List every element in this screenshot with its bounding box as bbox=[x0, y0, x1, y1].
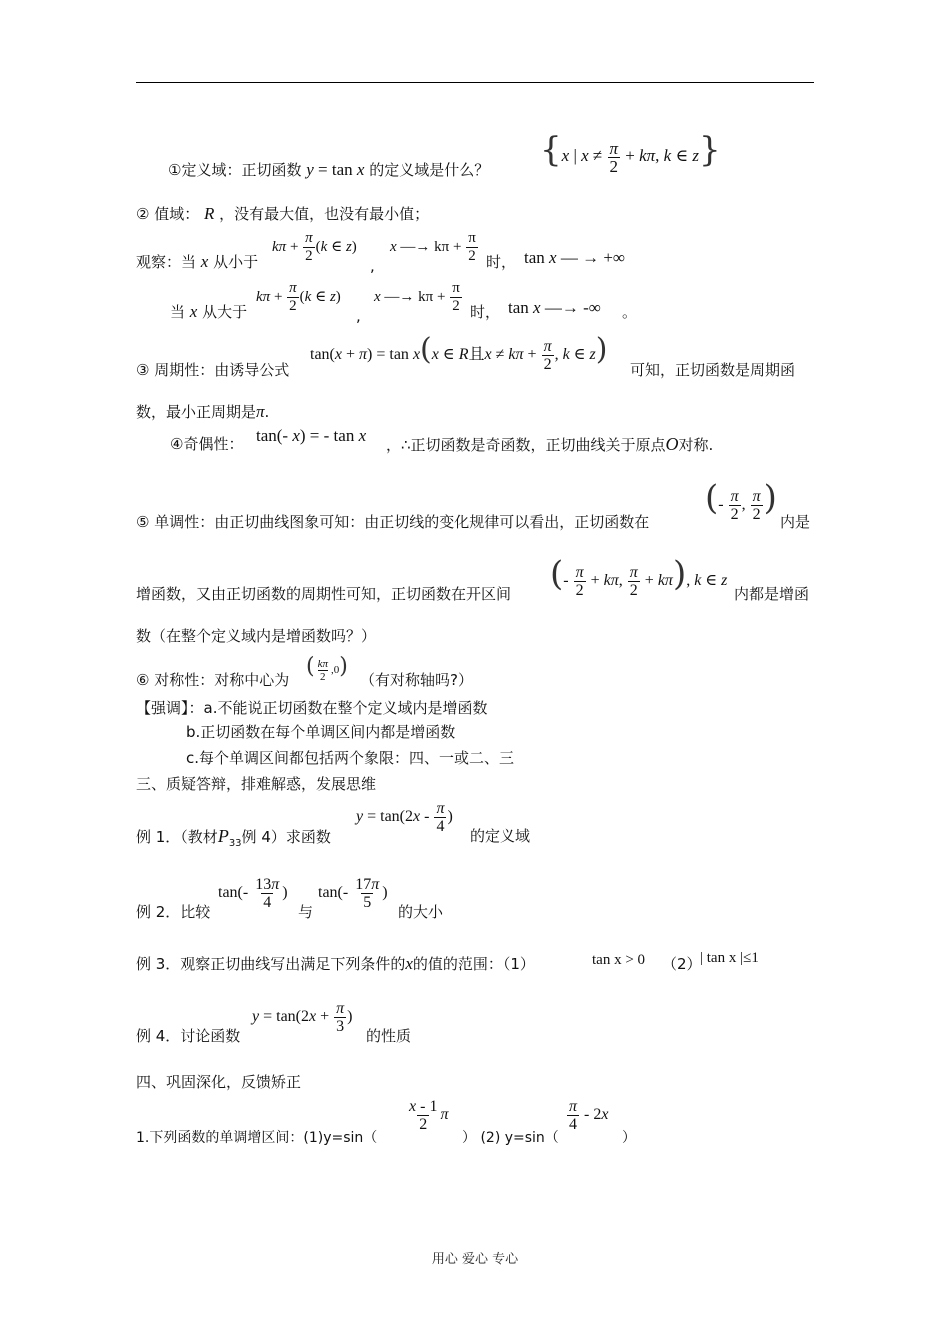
example-2-formula-b: tan(- $\frac{17\pi}{5}$ ) bbox=[318, 876, 388, 911]
period-line: ③ 周期性：由诱导公式 bbox=[136, 361, 290, 379]
mono-line-2: 增函数，又由正切函数的周期性可知，正切函数在开区间 bbox=[136, 585, 512, 603]
observe-result-1: tan x — → +∞ bbox=[524, 248, 626, 267]
observe-result-2: tan x —→ -∞ bbox=[508, 298, 601, 317]
observe-formula-1: kπ + $\frac{\pi}{2}$ (k ∈ z) bbox=[272, 230, 357, 264]
domain-set-formula: {x | x ≠ $\frac{\pi}{2}$ + kπ, k ∈ z} bbox=[540, 130, 721, 176]
mono-line-3: 数（在整个定义域内是增函数吗？） bbox=[136, 627, 377, 645]
range-line: ② 值域： R ，没有最大值，也没有最小值； bbox=[136, 204, 430, 223]
example-2-formula-a: tan(- $\frac{13\pi}{4}$ ) bbox=[218, 876, 288, 911]
observe-formula-2: kπ + $\frac{\pi}{2}$ (k ∈ z) bbox=[256, 280, 341, 314]
emphasis-b: b.正切函数在每个单调区间内都是增函数 bbox=[186, 723, 456, 741]
header-rule bbox=[136, 82, 814, 83]
observe-line-2: 当 x 从大于 bbox=[170, 302, 248, 321]
section-4-heading: 四、巩固深化，反馈矫正 bbox=[136, 1073, 302, 1091]
sym-center-formula: ( $\frac{k\pi}{2}$ ,0) bbox=[306, 654, 348, 683]
mono-interval-2: (- $\frac{\pi}{2}$ + kπ, $\frac{\pi}{2}$ + kπ), k ∈ z bbox=[550, 554, 728, 599]
observe-limit-1: x —→ kπ + $\frac{\pi}{2}$ bbox=[390, 230, 476, 264]
emphasis-c: c.每个单调区间都包括两个象限：四、一或二、三 bbox=[186, 749, 515, 767]
period-line-2: 数，最小正周期是π. bbox=[136, 402, 270, 421]
mono-line-1: ⑤ 单调性：由正切曲线图象可知：由正切线的变化规律可以看出，正切函数在 bbox=[136, 513, 650, 531]
emphasis-a: 【强调】：a.不能说正切函数在整个定义域内是增函数 bbox=[136, 699, 488, 717]
example-1-formula: y = tan(2x - $\frac{\pi}{4}$ ) bbox=[356, 800, 453, 835]
domain-line: ①定义域：正切函数 y = tan x 的定义域是什么？ bbox=[168, 160, 490, 179]
odd-formula: tan(- x) = - tan x bbox=[256, 426, 367, 445]
example-3-condition-2: | tan x |≤1 bbox=[700, 950, 759, 966]
section-3-heading: 三、质疑答辩，排难解惑，发展思维 bbox=[136, 775, 377, 793]
exercise-1-formula-a: $\frac{x - 1}{2}$ π bbox=[409, 1098, 449, 1133]
example-4-formula: y = tan(2x + $\frac{\pi}{3}$ ) bbox=[252, 1000, 353, 1035]
example-2: 例 2．比较 bbox=[136, 903, 211, 921]
exercise-1: 1.下列函数的单调增区间：(1)y=sin（ bbox=[136, 1130, 378, 1146]
odd-line: ④奇偶性： bbox=[170, 435, 244, 453]
page-footer: 用心 爱心 专心 bbox=[431, 1252, 519, 1267]
period-formula: tan(x + π) = tan x(x ∈ R且x ≠ kπ + $\frac{\pi}{2}$ , k ∈ z) bbox=[310, 332, 608, 373]
example-3-condition-1: tan x > 0 bbox=[592, 952, 646, 968]
exercise-1-formula-b: $\frac{\pi}{4}$ - 2x bbox=[569, 1098, 609, 1133]
observe-limit-2: x —→ kπ + $\frac{\pi}{2}$ bbox=[374, 280, 460, 314]
example-4: 例 4．讨论函数 bbox=[136, 1027, 241, 1045]
observe-line-1: 观察：当 x 从小于 bbox=[136, 252, 259, 271]
example-3: 例 3．观察正切曲线写出满足下列条件的x的值的范围：（1） bbox=[136, 954, 535, 973]
example-1: 例 1．（教材$P_{33}$例 4）求函数 bbox=[136, 826, 331, 849]
formula-y-tanx: y bbox=[306, 160, 314, 179]
mono-interval-1: (- $\frac{\pi}{2}$ , $\frac{\pi}{2}$ ) bbox=[705, 478, 777, 523]
sym-line: ⑥ 对称性：对称中心为 bbox=[136, 671, 290, 689]
